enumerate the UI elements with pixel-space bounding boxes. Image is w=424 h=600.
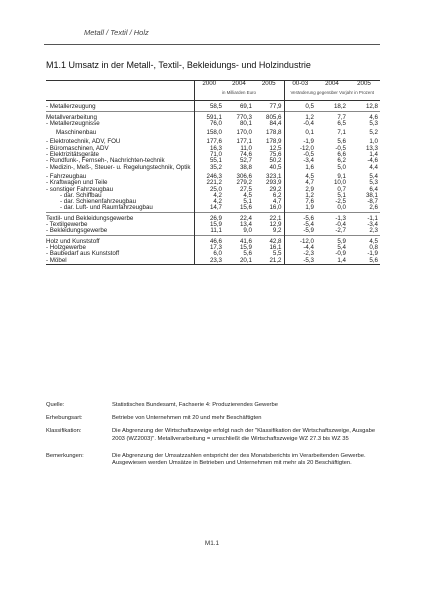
note-text: Die Abgrenzung der Wirtschaftszweige erfolgt nach der "Klassifikation der Wirtschaftszweige, Ausgabe 2003 (WZ2003)". Metallverarbeitung = umschließt die Wirtschaftszweige WZ 27.3 bis WZ 35 xyxy=(112,428,376,442)
table-cell: 50,2 xyxy=(269,157,282,165)
table-cell: 16,3 xyxy=(194,146,224,152)
row-label: - Elektrotechnik, ADV, FOU xyxy=(46,138,121,146)
table-cell: 5,9 xyxy=(337,237,346,245)
note-label: Quelle: xyxy=(46,402,65,408)
table-cell: 7,1 xyxy=(337,129,346,137)
table-cell: -5,6 xyxy=(284,216,316,222)
row-label: - Elektrizitätsgeräte xyxy=(46,151,99,159)
row-label: Holz und Kunststoff xyxy=(46,237,100,245)
table-cell: 770,3 xyxy=(236,113,252,121)
table-cell: 1,4 xyxy=(316,258,348,265)
row-label: Textil- und Bekleidungsgewerbe xyxy=(46,214,134,222)
table-cell: 74,6 xyxy=(239,151,252,159)
unit-chg-label: Veränderung gegenüber Vorjahr in Prozent xyxy=(284,90,380,96)
row-label: - sonstiger Fahrzeugbau xyxy=(46,185,114,193)
notes-section xyxy=(46,402,380,473)
table-cell: -4,4 xyxy=(284,245,316,251)
header-rule xyxy=(44,44,380,45)
table-cell: 35,2 xyxy=(194,165,224,171)
table-cell: 1,2 xyxy=(284,115,316,121)
table-cell: 27,5 xyxy=(239,185,252,193)
table-cell: 29,2 xyxy=(269,185,282,193)
table-cell: 4,7 xyxy=(284,180,316,186)
table-cell: -12,0 xyxy=(284,239,316,245)
table-cell: 177,6 xyxy=(194,139,224,145)
table-cell: 4,2 xyxy=(194,199,224,205)
table-cell: 178,8 xyxy=(266,129,282,137)
table-cell: 4,5 xyxy=(369,237,378,245)
table-cell: -5,3 xyxy=(284,258,316,265)
table-cell: 20,1 xyxy=(224,258,254,265)
table-cell: 6,2 xyxy=(272,191,282,199)
table-title: M1.1 Umsatz in der Metall-, Textil-, Bekleidungs- und Holzindustrie xyxy=(46,60,311,70)
table-cell: 26,9 xyxy=(194,216,224,222)
row-label: - Holzgewerbe xyxy=(46,243,86,251)
year-header: 2000 xyxy=(194,81,224,91)
table-cell: 170,0 xyxy=(236,129,252,137)
table-cell: 55,1 xyxy=(194,158,224,164)
table-cell: -0,5 xyxy=(335,144,346,152)
table-cell: 323,1 xyxy=(266,172,282,180)
table-cell: 14,7 xyxy=(194,205,224,212)
unit-abs-label: in Milliarden Euro xyxy=(194,90,284,96)
table-cell: 16,1 xyxy=(269,243,282,251)
note-text: Die Abgrenzung der Umsatzzahlen entspricht der des Monatsberichts im Verarbeitenden Gewerbe. Ausgewiesen werden Umsätze in Betrieben und Unternehmen mit mehr als 20 Beschäftigten. xyxy=(112,452,366,467)
table-cell: 38,1 xyxy=(365,191,378,199)
table-cell: -3,4 xyxy=(367,221,378,229)
table-cell: 5,6 xyxy=(243,250,252,258)
table-cell: -5,4 xyxy=(284,222,316,228)
table-cell: 17,3 xyxy=(194,245,224,251)
section-title: Metall / Textil / Holz xyxy=(84,28,149,37)
table-cell: 12,9 xyxy=(269,221,282,229)
row-label: - Textilgewerbe xyxy=(46,221,88,229)
table-cell: 22,1 xyxy=(269,214,282,222)
table-cell: -2,5 xyxy=(335,198,346,206)
table-cell: 71,0 xyxy=(194,152,224,158)
table-cell: 178,9 xyxy=(266,138,282,146)
row-label: Maschinenbau xyxy=(56,129,97,137)
period-header: 2005 xyxy=(348,81,380,91)
table-cell: 6,4 xyxy=(369,185,378,193)
table-cell: 293,9 xyxy=(266,179,282,187)
table-cell: -2,7 xyxy=(335,227,346,235)
table-cell: 279,2 xyxy=(236,179,252,187)
table-cell: 10,0 xyxy=(333,179,346,187)
table-cell: 4,7 xyxy=(272,198,282,206)
row-label: - dar. Luft- und Raumfahrzeugbau xyxy=(60,204,153,212)
table-cell: 75,6 xyxy=(269,151,282,159)
table-cell: 5,6 xyxy=(337,138,346,146)
table-cell: 42,8 xyxy=(269,237,282,245)
note-label: Klassifikation: xyxy=(46,428,82,435)
table-cell: 5,5 xyxy=(272,250,282,258)
table-cell: 69,1 xyxy=(239,103,252,111)
note-row xyxy=(46,415,380,422)
table-cell: 11,1 xyxy=(194,228,224,235)
table-cell: 5,3 xyxy=(369,119,378,127)
table-cell: -0,9 xyxy=(335,250,346,258)
table-cell: 1,4 xyxy=(369,151,378,159)
table-cell: 6,6 xyxy=(337,151,346,159)
table-cell: 1,0 xyxy=(369,138,378,146)
year-header: 2005 xyxy=(254,81,284,91)
table-cell: 7,6 xyxy=(284,199,316,205)
page-number: M1.1 xyxy=(204,540,220,547)
table-cell: 58,5 xyxy=(194,104,224,111)
table-cell: 46,6 xyxy=(194,239,224,245)
table-cell: 13,3 xyxy=(365,144,378,152)
table-cell: 805,6 xyxy=(266,113,282,121)
table-cell: 76,0 xyxy=(194,121,224,127)
table-cell: 15,6 xyxy=(239,204,252,212)
table-cell: 52,7 xyxy=(239,157,252,165)
table-cell: -1,9 xyxy=(284,139,316,145)
page-header xyxy=(44,28,380,42)
table-cell: 25,0 xyxy=(194,187,224,193)
table-cell: 221,2 xyxy=(194,180,224,186)
table-cell: -4,6 xyxy=(367,157,378,165)
note-text: Statistisches Bundesamt, Fachserie 4: Produzierendes Gewerbe xyxy=(112,402,278,408)
table-cell: 6,2 xyxy=(337,157,346,165)
table-cell: 5,4 xyxy=(337,243,346,251)
table-cell: -0,4 xyxy=(284,121,316,127)
row-label: - Möbel xyxy=(46,258,194,265)
header-row-years xyxy=(46,81,380,91)
row-label: - dar. Schiffbau xyxy=(60,191,102,199)
table-cell: 40,5 xyxy=(269,163,282,171)
row-label: Metallverarbeitung xyxy=(46,113,97,121)
table-cell: 2,3 xyxy=(369,227,378,235)
table-cell: 15,9 xyxy=(239,243,252,251)
note-row xyxy=(46,402,380,409)
table-cell: 9,2 xyxy=(272,227,282,235)
note-row xyxy=(46,428,380,442)
table-cell: 16,0 xyxy=(269,204,282,212)
row-label: - Rundfunk-, Fernseh-, Nachrichten-technik xyxy=(46,157,165,165)
table-cell: 177,1 xyxy=(236,138,252,146)
table-cell: 5,3 xyxy=(369,179,378,187)
table-cell: 1,6 xyxy=(284,165,316,171)
table-cell: 2,9 xyxy=(284,187,316,193)
row-label: - Metallerzeugnisse xyxy=(46,119,100,127)
table-cell: 18,2 xyxy=(333,103,346,111)
table-cell: 0,5 xyxy=(284,104,316,111)
row-label: - Medizin-, Meß-, Steuer- u. Regelungstechnik, Optik xyxy=(46,163,191,171)
table-cell: 2,6 xyxy=(369,204,378,212)
table-cell: 7,7 xyxy=(337,113,346,121)
note-text: Betriebe von Unternehmen mit 20 und mehr Beschäftigten xyxy=(112,415,262,422)
table-cell: 12,5 xyxy=(269,144,282,152)
table-cell: 4,2 xyxy=(194,193,224,199)
table-cell: 0,1 xyxy=(284,130,316,136)
table-cell: 5,1 xyxy=(243,198,252,206)
table-cell: 1,2 xyxy=(284,193,316,199)
table-cell: 1,9 xyxy=(284,205,316,212)
table-cell: 6,0 xyxy=(194,251,224,257)
table-row xyxy=(46,205,380,212)
row-label: - Büromaschinen, ADV xyxy=(46,144,109,152)
table-cell: 4,5 xyxy=(284,174,316,180)
row-label: - Kraftwagen und Teile xyxy=(46,179,108,187)
table-cell: 4,5 xyxy=(243,191,252,199)
note-label: Bemerkungen: xyxy=(46,452,84,459)
table-cell: 0,7 xyxy=(337,185,346,193)
table-cell: 246,3 xyxy=(194,174,224,180)
table-cell: -5,9 xyxy=(284,228,316,235)
table-cell: 5,6 xyxy=(348,258,380,265)
table-cell: 38,8 xyxy=(239,163,252,171)
table-cell: 306,6 xyxy=(236,172,252,180)
table-cell: 15,9 xyxy=(194,222,224,228)
table-cell: 13,4 xyxy=(239,221,252,229)
table-cell: 0,8 xyxy=(369,243,378,251)
data-table xyxy=(46,80,380,265)
table-cell: -12,0 xyxy=(284,146,316,152)
table-cell: 41,6 xyxy=(239,237,252,245)
table-cell: 5,2 xyxy=(369,129,378,137)
year-header: 2004 xyxy=(224,81,254,91)
table-cell: 4,6 xyxy=(369,113,378,121)
table-row xyxy=(46,228,380,235)
table-cell: 0,0 xyxy=(337,204,346,212)
row-label: - Baubedarf aus Kunststoff xyxy=(46,250,120,258)
note-label: Erhebungsart: xyxy=(46,415,83,422)
row-label: - Bekleidungsgewerbe xyxy=(46,227,108,235)
table-cell: 80,1 xyxy=(239,119,252,127)
table-cell: 4,4 xyxy=(369,163,378,171)
note-row xyxy=(46,453,380,467)
table-cell: -0,5 xyxy=(284,152,316,158)
table-cell: 9,1 xyxy=(337,172,346,180)
table-cell: 12,8 xyxy=(365,103,378,111)
table-cell: 158,0 xyxy=(194,130,224,136)
table-cell: 591,1 xyxy=(194,115,224,121)
table-cell: 84,4 xyxy=(269,119,282,127)
table-cell: 9,0 xyxy=(243,227,252,235)
table-cell: 6,5 xyxy=(337,119,346,127)
table-cell: 77,9 xyxy=(269,103,282,111)
table-cell: -0,4 xyxy=(335,221,346,229)
table-cell: 21,2 xyxy=(254,258,284,265)
row-label: - Fahrzeugbau xyxy=(46,172,87,180)
table-cell: -3,4 xyxy=(284,158,316,164)
table-cell: 5,4 xyxy=(369,172,378,180)
period-header: 00-03 xyxy=(284,81,316,91)
table-row xyxy=(46,104,380,111)
table-cell: -1,3 xyxy=(335,214,346,222)
table-cell: 5,0 xyxy=(337,163,346,171)
period-header: 2004 xyxy=(316,81,348,91)
table-cell: 22,4 xyxy=(239,214,252,222)
table-cell: -1,9 xyxy=(367,250,378,258)
table-cell: -2,3 xyxy=(284,251,316,257)
table-cell: 11,0 xyxy=(240,144,252,152)
table-cell: 23,3 xyxy=(194,258,224,265)
table-cell: 5,1 xyxy=(337,191,346,199)
table-cell: -1,1 xyxy=(367,214,378,222)
table-row xyxy=(46,258,380,265)
row-label: - Metallerzeugung xyxy=(46,103,96,111)
row-label: - dar. Schienenfahrzeugbau xyxy=(60,198,137,206)
table-cell: -8,7 xyxy=(367,198,378,206)
